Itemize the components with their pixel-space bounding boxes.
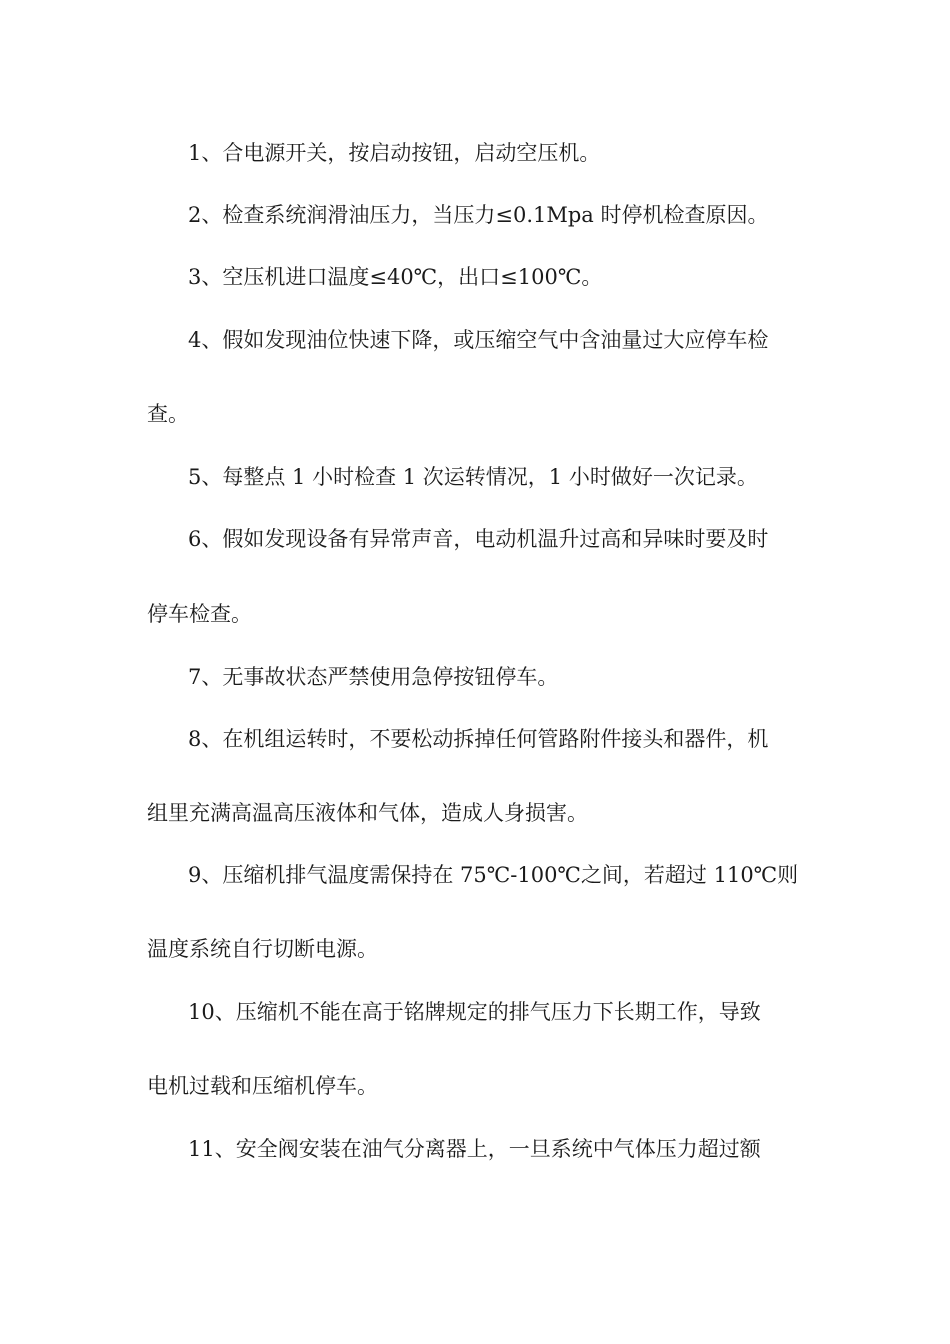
item-10-line-2: 电机过载和压缩机停车。 — [147, 1074, 378, 1098]
item-8-line-2: 组里充满高温高压液体和气体，造成人身损害。 — [147, 801, 588, 825]
item-6-line-1: 6、假如发现设备有异常声音，电动机温升过高和异味时要及时 — [188, 527, 769, 551]
item-10-line-1: 10、压缩机不能在高于铭牌规定的排气压力下长期工作，导致 — [188, 1000, 761, 1024]
item-9-line-1: 9、压缩机排气温度需保持在 75℃-100℃之间，若超过 110℃则 — [188, 863, 799, 887]
item-4-line-2: 查。 — [147, 402, 189, 426]
item-7-line-1: 7、无事故状态严禁使用急停按钮停车。 — [188, 665, 559, 689]
item-6-line-2: 停车检查。 — [147, 602, 252, 626]
item-5-line-1: 5、每整点 1 小时检查 1 次运转情况，1 小时做好一次记录。 — [188, 465, 758, 489]
item-9-line-2: 温度系统自行切断电源。 — [147, 937, 378, 961]
item-2-line-1: 2、检查系统润滑油压力，当压力≤0.1Mpa 时停机检查原因。 — [188, 203, 769, 227]
item-4-line-1: 4、假如发现油位快速下降，或压缩空气中含油量过大应停车检 — [188, 328, 769, 352]
item-11-line-1: 11、安全阀安装在油气分离器上，一旦系统中气体压力超过额 — [188, 1137, 761, 1161]
item-8-line-1: 8、在机组运转时，不要松动拆掉任何管路附件接头和器件，机 — [188, 727, 769, 751]
item-1-line-1: 1、合电源开关，按启动按钮，启动空压机。 — [188, 141, 601, 165]
item-3-line-1: 3、空压机进口温度≤40℃，出口≤100℃。 — [188, 265, 603, 289]
